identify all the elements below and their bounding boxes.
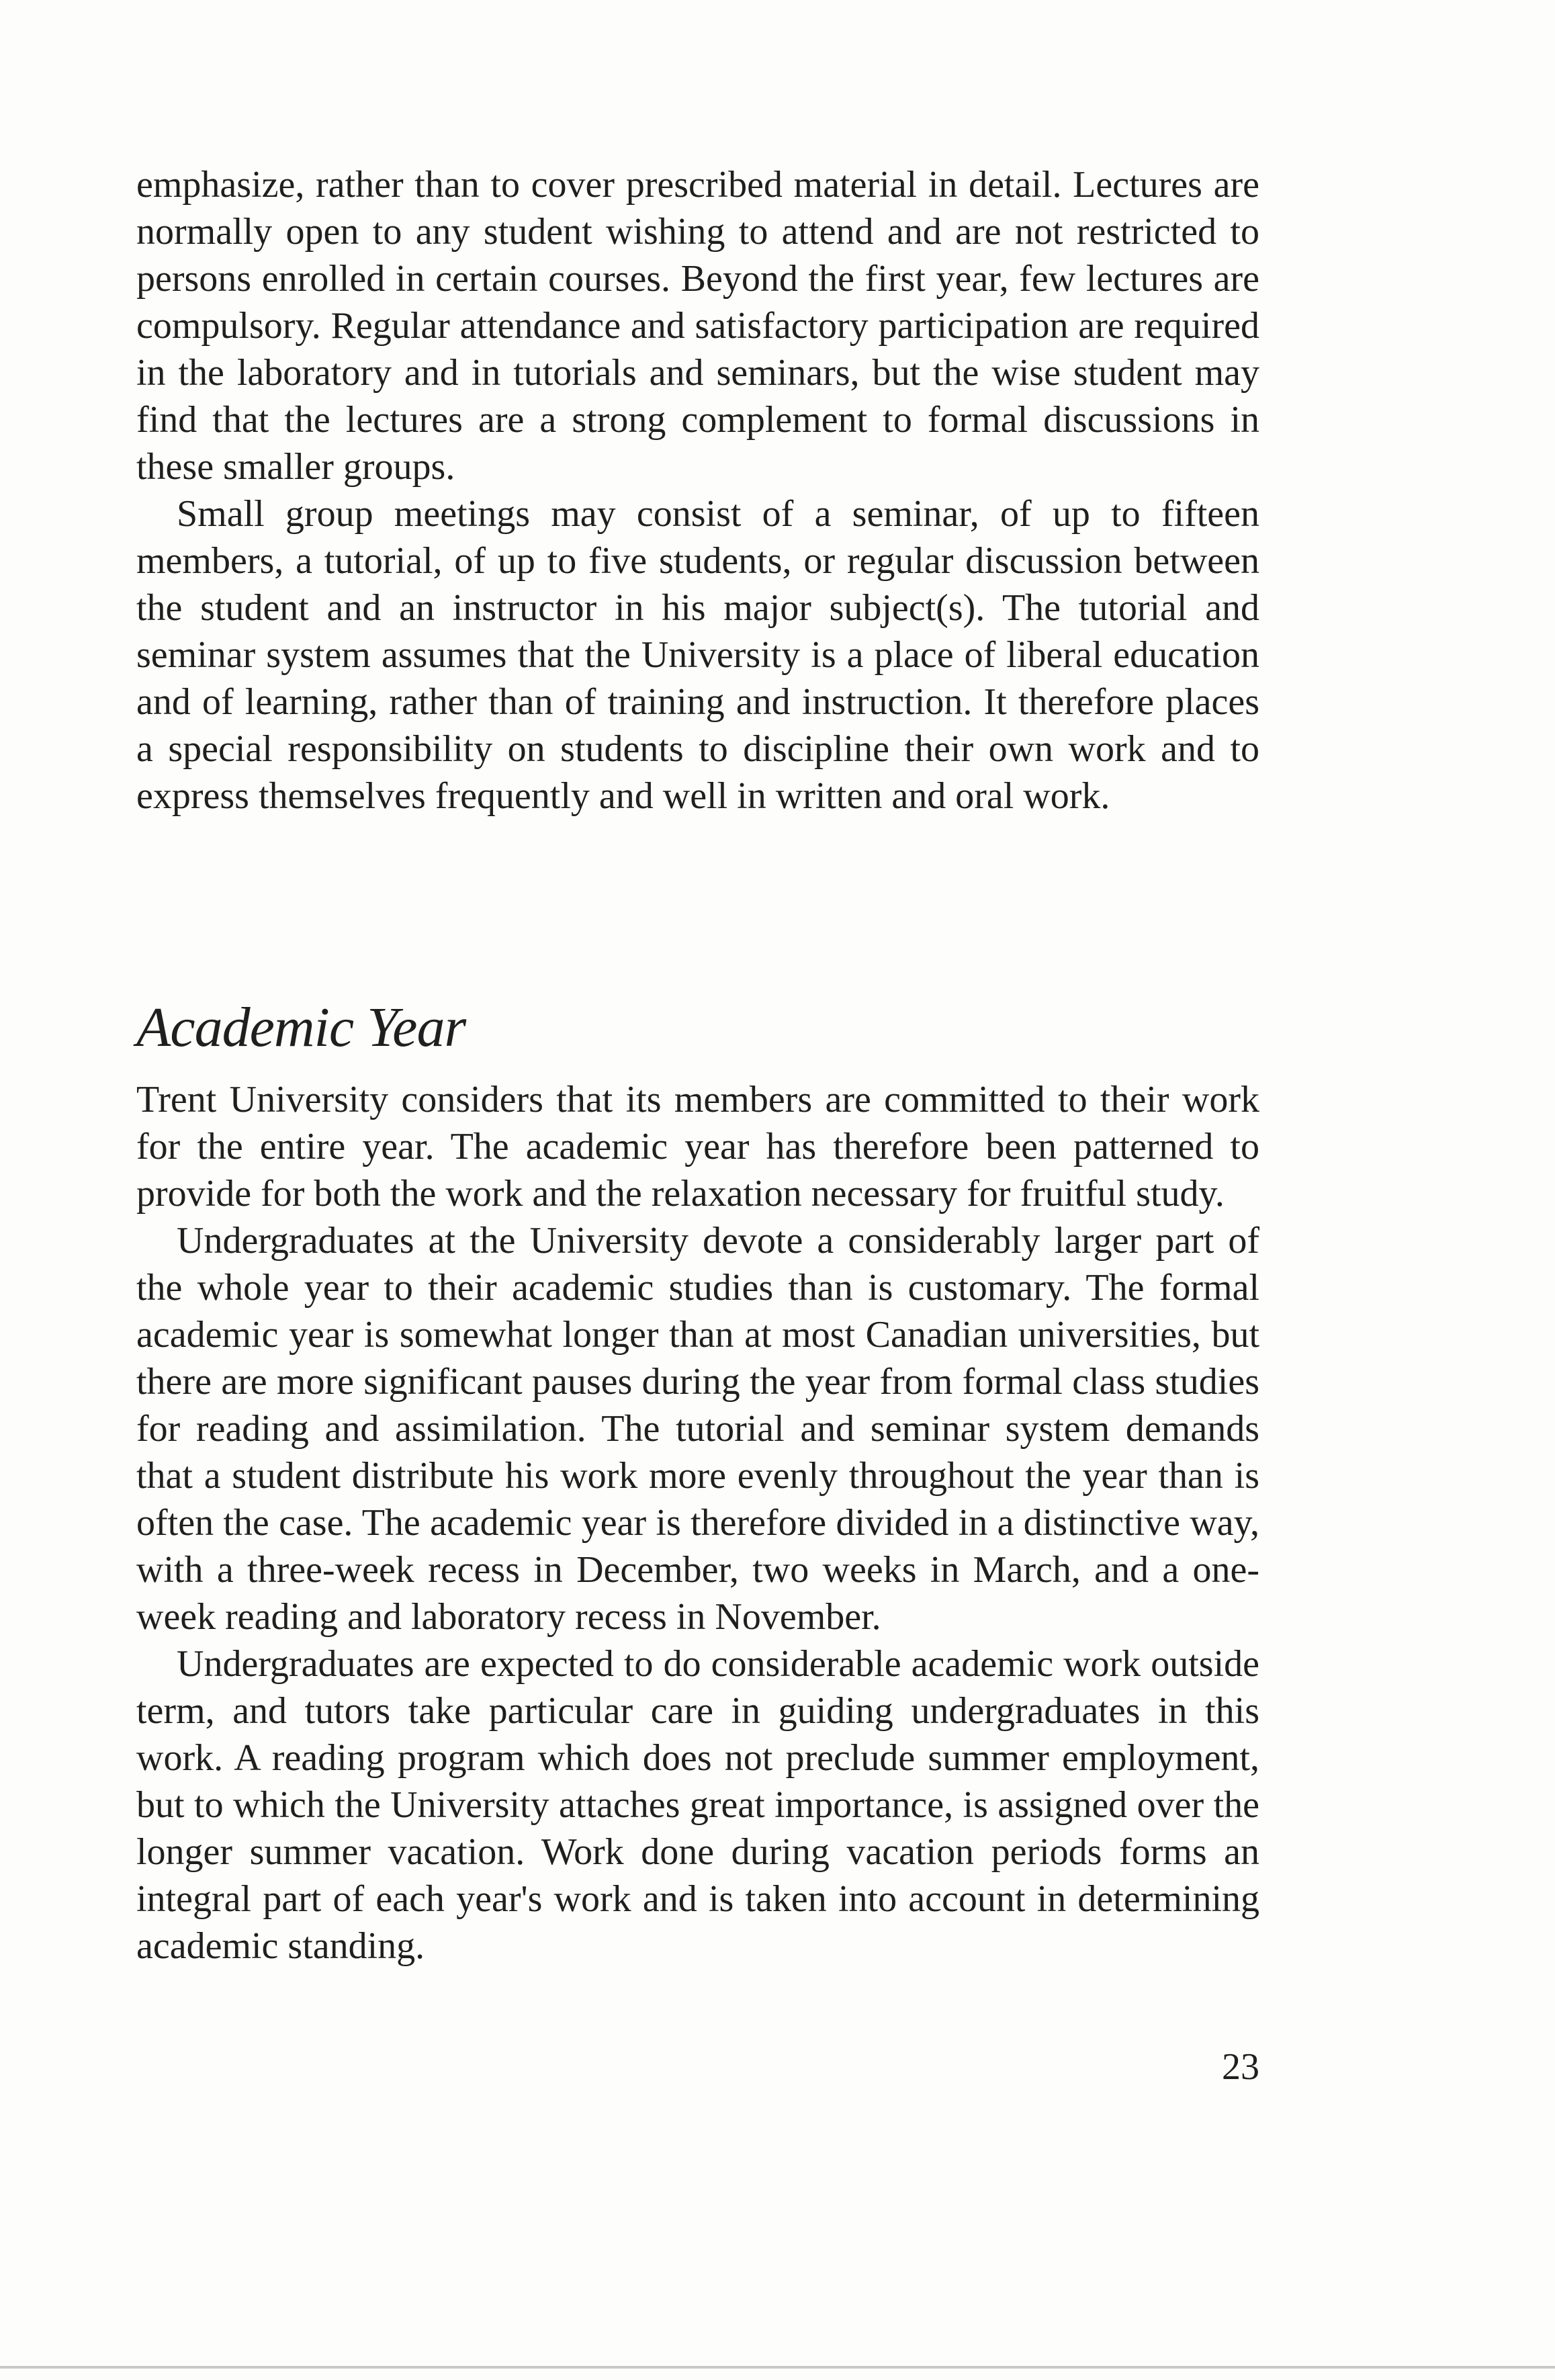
paragraph-small-group-meetings: Small group meetings may consist of a seminar, of up to fifteen members, a tutorial, of up to five students, or regular discussion between the student and an instructor in his major subject(s). The tutorial and seminar system assumes that the University is a place of liberal education and of learning, rather than of training and instruction. It therefore places a special responsibility on students to discipline their own work and to express themselves frequently and well in written and oral work.	[136, 493, 1259, 817]
academic-year-section	[136, 1076, 1259, 1970]
top-section	[136, 161, 1259, 820]
paragraph-work-outside-term: Undergraduates are expected to do considerable academic work outside term, and tutors take particular care in guiding undergraduates in this work. A reading program which does not preclude summer employment, but to which the University attaches great importance, is assigned over the longer summer vacation. Work done during vacation periods forms an integral part of each year's work and is taken into account in determining academic standing.	[136, 1643, 1259, 1967]
section-heading-academic-year: Academic Year	[136, 996, 466, 1059]
page-number: 23	[1222, 2046, 1259, 2088]
paragraph-lectures: emphasize, rather than to cover prescribed material in detail. Lectures are normally open to any student wishing to attend and are not restricted to persons enrolled in certain courses. Beyond the first year, few lectures are compulsory. Regular attendance and satisfactory participation are required in the laboratory and in tutorials and seminars, but the wise student may find that the lectures are a strong complement to formal discussions in these smaller groups.	[136, 164, 1259, 488]
paragraph-academic-year-intro: Trent University considers that its members are committed to their work for the entire year. The academic year has therefore been patterned to provide for both the work and the relaxation necessary for fruitful study.	[136, 1079, 1259, 1215]
page-bottom-edge	[0, 2366, 1555, 2369]
paragraph-undergraduate-year: Undergraduates at the University devote a considerably larger part of the whole year to their academic studies than is customary. The formal academic year is somewhat longer than at most Canadian universities, but there are more significant pauses during the year from formal class studies for reading and assimilation. The tutorial and seminar system demands that a student distribute his work more evenly throughout the year than is often the case. The academic year is therefore divided in a distinctive way, with a three-week recess in December, two weeks in March, and a one-week reading and laboratory recess in November.	[136, 1220, 1259, 1638]
